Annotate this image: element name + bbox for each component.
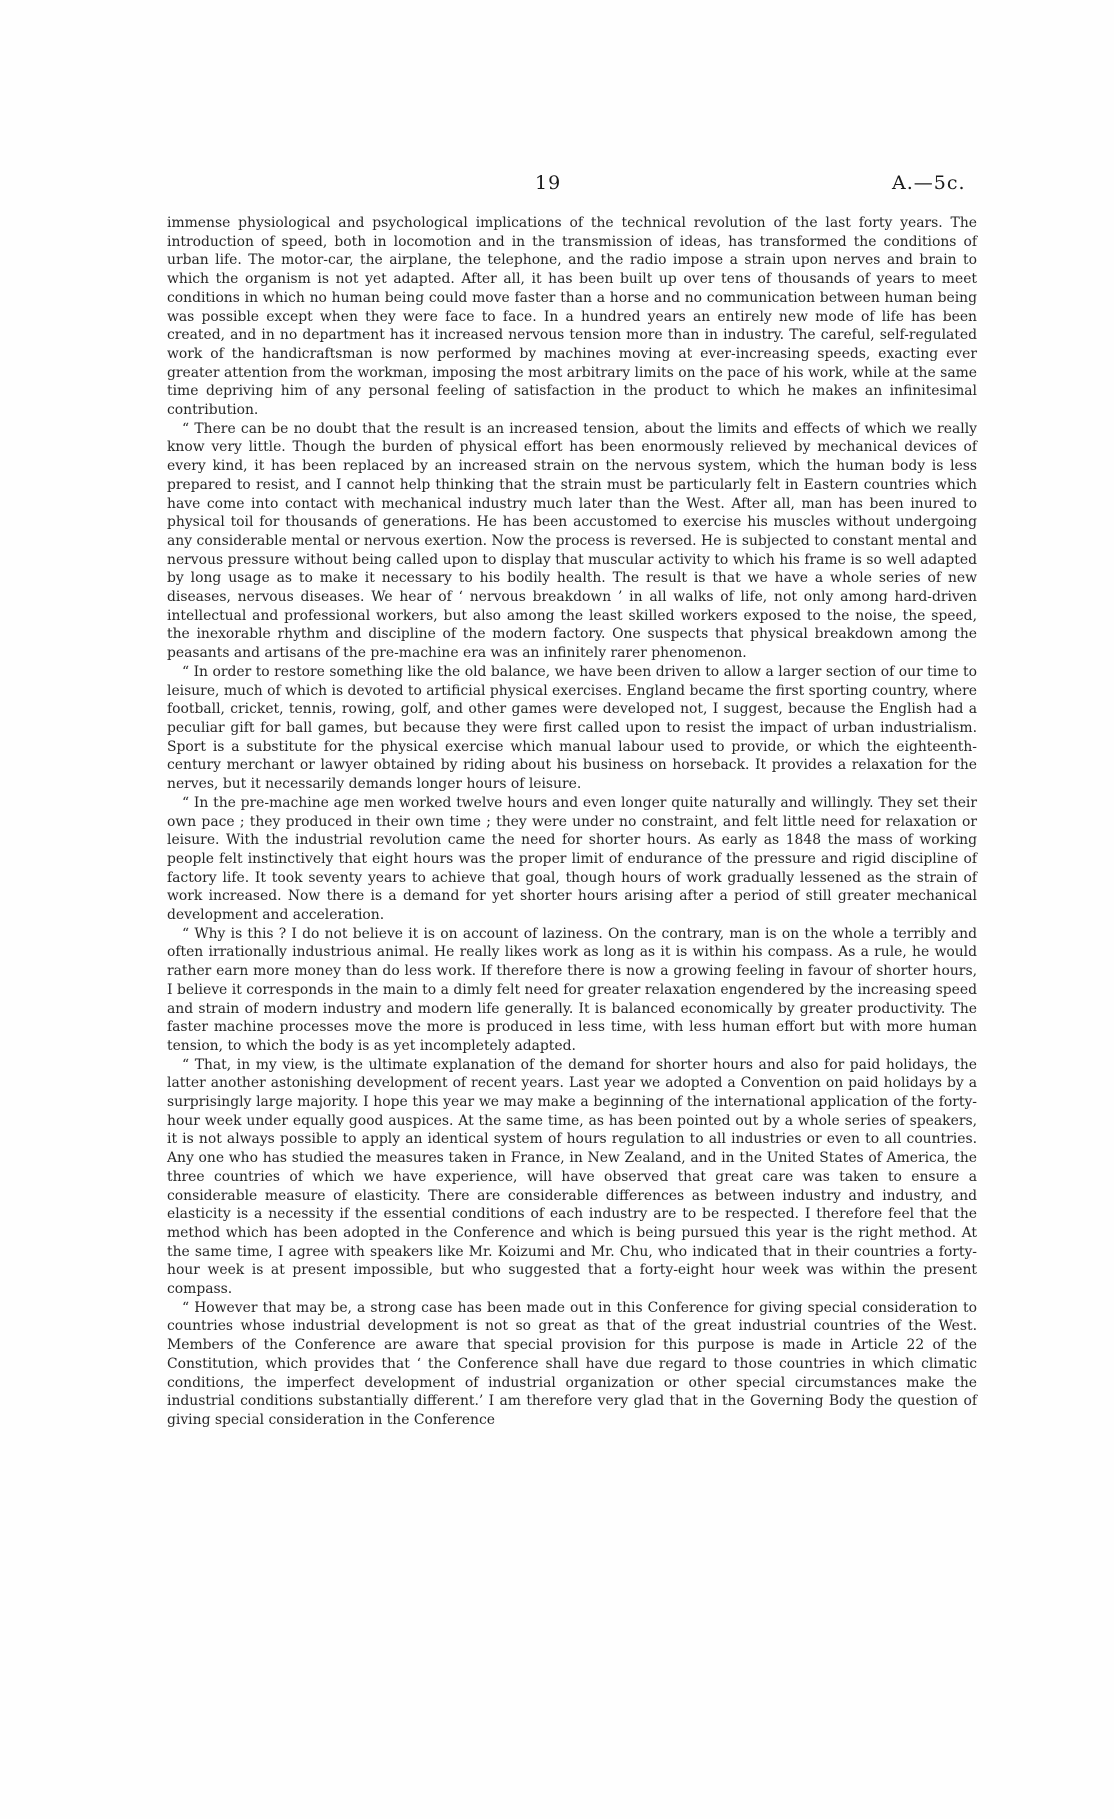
paragraph-1: immense physiological and psychological implications of the technical revolution of the last forty years. The introduction of speed, both in locomotion and in the transmission of ideas, has transformed the conditions of urban life. The motor-car, the airplane, the telephone, and the radio impose a strain upon nerves and brain to which the organism is not yet adapted. After all, it has been built up over tens of thousands of years to meet conditions in which no human being could move faster than a horse and no communication between human being was possible except when they were face to face. In a hundred years an entirely new mode of life has been created, and in no department has it increased nervous tension more than in industry. The careful, self-regulated work of the handicraftsman is now performed by machines moving at ever-increasing speeds, exacting ever greater attention from the workman, imposing the most arbitrary limits on the pace of his work, while at the same time depriving him of any personal feeling of satisfaction in the product to which he makes an infinitesimal contribution. [167,215,977,419]
paragraph-6: “ That, in my view, is the ultimate explanation of the demand for shorter hours and also for paid holidays, the latter another astonishing development of recent years. Last year we adopted a Convention on paid holidays by a surprisingly large majority. I hope this year we may make a beginning of the international application of the forty-hour week under equally good auspices. At the same time, as has been pointed out by a whole series of speakers, it is not always possible to apply an identical system of hours regulation to all industries or even to all countries. Any one who has studied the measures taken in France, in New Zealand, and in the United States of America, the three countries of which we have experience, will have observed that great care was taken to ensure a considerable measure of elasticity. There are considerable differences as between industry and industry, and elasticity is a necessity if the essential conditions of each industry are to be respected. I therefore feel that the method which has been adopted in the Conference and which is being pursued this year is the right method. At the same time, I agree with speakers like Mr. Koizumi and Mr. Chu, who indicated that in their countries a forty-hour week is at present impossible, but who suggested that a forty-eight hour week was within the present compass. [167,1056,977,1298]
page-header [0,172,1114,196]
paragraph-3: “ In order to restore something like the old balance, we have been driven to allow a larger section of our time to leisure, much of which is devoted to artificial physical exercises. England became the first sporting country, where football, cricket, tennis, rowing, golf, and other games were developed not, I suggest, because the English had a peculiar gift for ball games, but because they were first called upon to resist the impact of urban industrialism. Sport is a substitute for the physical exercise which manual labour used to provide, or which the eighteenth-century merchant or lawyer obtained by riding about his business on horseback. It provides a relaxation for the nerves, but it necessarily demands longer hours of leisure. [167,663,977,793]
page-number: 19 [535,172,562,194]
paragraph-2: “ There can be no doubt that the result is an increased tension, about the limits and effects of which we really know very little. Though the burden of physical effort has been enormously relieved by mechanical devices of every kind, it has been replaced by an increased strain on the nervous system, which the human body is less prepared to resist, and I cannot help thinking that the strain must be particularly felt in Eastern countries which have come into contact with mechanical industry much later than the West. After all, man has been inured to physical toil for thousands of generations. He has been accustomed to exercise his muscles without undergoing any considerable mental or nervous exertion. Now the process is reversed. He is subjected to constant mental and nervous pressure without being called upon to display that muscular activity to which his frame is so well adapted by long usage as to make it necessary to his bodily health. The result is that we have a whole series of new diseases, nervous diseases. We hear of ‘ nervous breakdown ’ in all walks of life, not only among hard-driven intellectual and professional workers, but also among the least skilled workers exposed to the noise, the speed, the inexorable rhythm and discipline of the modern factory. One suspects that physical breakdown among the peasants and artisans of the pre-machine era was an infinitely rarer phenomenon. [167,420,977,662]
document-reference: A.—5c. [892,172,966,194]
paragraph-5: “ Why is this ? I do not believe it is on account of laziness. On the contrary, man is on the whole a terribly and often irrationally industrious animal. He really likes work as long as it is within his compass. As a rule, he would rather earn more money than do less work. If therefore there is now a growing feeling in favour of shorter hours, I believe it corresponds in the main to a dimly felt need for greater relaxation engendered by the increasing speed and strain of modern industry and modern life generally. It is balanced economically by greater productivity. The faster machine processes move the more is produced in less time, with less human effort but with more human tension, to which the body is as yet incompletely adapted. [167,925,977,1054]
paragraph-7: “ However that may be, a strong case has been made out in this Conference for giving special consideration to countries whose industrial development is not so great as that of the great industrial countries of the West. Members of the Conference are aware that special provision for this purpose is made in Article 22 of the Constitution, which provides that ‘ the Conference shall have due regard to those countries in which climatic conditions, the imperfect development of industrial organization or other special circumstances make the industrial conditions substantially different.’ I am therefore very glad that in the Governing Body the question of giving special consideration in the Conference [167,1299,977,1428]
body-text [167,214,977,1430]
paragraph-4: “ In the pre-machine age men worked twelve hours and even longer quite naturally and willingly. They set their own pace ; they produced in their own time ; they were under no constraint, and felt little need for relaxation or leisure. With the industrial revolution came the need for shorter hours. As early as 1848 the mass of working people felt instinctively that eight hours was the proper limit of endurance of the pressure and rigid discipline of factory life. It took seventy years to achieve that goal, though hours of work gradually lessened as the strain of work increased. Now there is a demand for yet shorter hours arising after a period of still greater mechanical development and acceleration. [167,794,977,924]
